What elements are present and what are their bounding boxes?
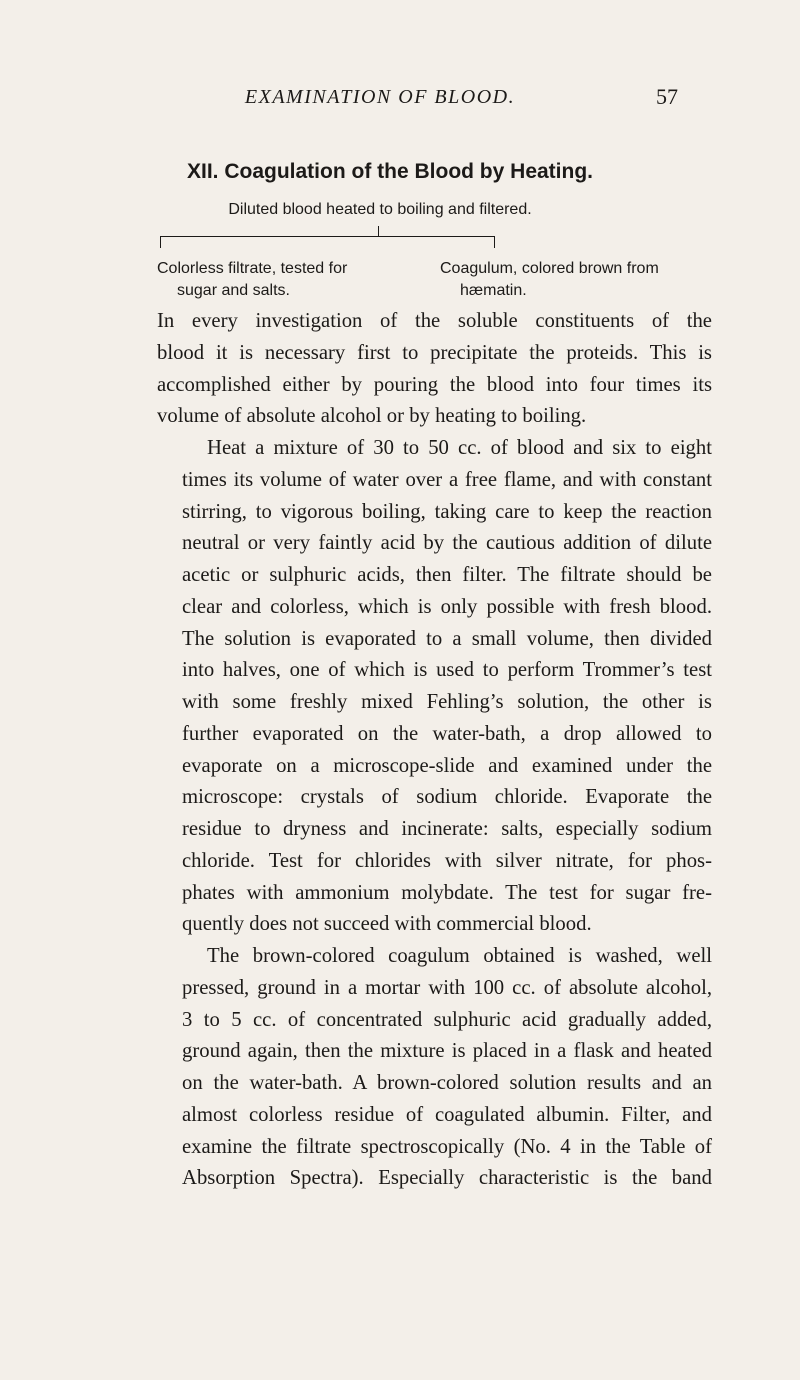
right-branch-line-1: Coagulum, colored brown from bbox=[440, 260, 659, 277]
text-line: The brown-colored coagulum obtained is washed, well bbox=[207, 945, 712, 967]
paragraph bbox=[157, 306, 712, 433]
scheme-right-branch bbox=[440, 258, 760, 302]
bracket-center-tick bbox=[378, 226, 379, 236]
text-line: chloride. Test for chlorides with silver nitrate, for phos- bbox=[182, 849, 712, 872]
text-line: examine the filtrate spectroscopically (No. 4 in the Table of bbox=[182, 1135, 712, 1158]
text-line: clear and colorless, which is only possible with fresh blood. bbox=[182, 595, 712, 618]
bracket-left-tick bbox=[160, 236, 161, 248]
left-branch-line-1: Colorless filtrate, tested for bbox=[157, 260, 348, 277]
body-text bbox=[157, 306, 712, 1195]
page-number: 57 bbox=[656, 84, 678, 109]
left-branch-line-2: sugar and salts. bbox=[177, 282, 290, 299]
running-head bbox=[0, 86, 800, 116]
text-line: acetic or sulphuric acids, then filter. The filtrate should be bbox=[182, 564, 712, 586]
text-line: into halves, one of which is used to perform Trommer’s test bbox=[182, 659, 712, 682]
text-line: Absorption Spectra). Especially characteristic is the band bbox=[182, 1167, 712, 1190]
text-line: with some freshly mixed Fehling’s solution, the other is bbox=[182, 691, 712, 713]
scheme-root-text: Diluted blood heated to boiling and filtered. bbox=[228, 201, 532, 218]
right-branch-line-2: hæmatin. bbox=[460, 282, 527, 299]
bracket-line bbox=[160, 236, 495, 237]
text-line: on the water-bath. A brown-colored solution results and an bbox=[182, 1072, 712, 1094]
text-line: Heat a mixture of 30 to 50 cc. of blood and six to eight bbox=[207, 437, 712, 459]
text-line: quently does not succeed with commercial blood. bbox=[182, 913, 592, 936]
text-line: times its volume of water over a free flame, and with constant bbox=[182, 468, 712, 491]
text-line: volume of absolute alcohol or by heating to boiling. bbox=[157, 405, 587, 428]
text-line: further evaporated on the water-bath, a drop allowed to bbox=[182, 722, 712, 745]
text-line: microscope: crystals of sodium chloride. Evaporate the bbox=[182, 786, 712, 809]
bracket-right-tick bbox=[494, 236, 495, 248]
text-line: The solution is evaporated to a small volume, then divided bbox=[182, 627, 712, 650]
paragraph bbox=[157, 433, 712, 941]
paragraph bbox=[157, 941, 712, 1195]
text-line: accomplished either by pouring the blood into four times its bbox=[157, 373, 712, 396]
text-line: neutral or very faintly acid by the cautious addition of dilute bbox=[182, 532, 712, 555]
text-line: phates with ammonium molybdate. The test for sugar fre- bbox=[182, 881, 712, 904]
scheme-left-branch bbox=[157, 258, 457, 302]
text-line: blood it is necessary first to precipitate the proteids. This is bbox=[157, 341, 712, 364]
text-line: In every investigation of the soluble constituents of the bbox=[157, 310, 712, 332]
text-line: 3 to 5 cc. of concentrated sulphuric acid gradually added, bbox=[182, 1008, 712, 1031]
section-heading: XII. Coagulation of the Blood by Heating. bbox=[187, 160, 593, 183]
text-line: residue to dryness and incinerate: salts, especially sodium bbox=[182, 818, 712, 840]
text-line: stirring, to vigorous boiling, taking care to keep the reaction bbox=[182, 500, 712, 523]
scheme-bracket bbox=[160, 232, 495, 252]
text-line: ground again, then the mixture is placed in a flask and heated bbox=[182, 1040, 712, 1063]
text-line: almost colorless residue of coagulated albumin. Filter, and bbox=[182, 1103, 712, 1126]
text-line: evaporate on a microscope-slide and examined under the bbox=[182, 754, 712, 777]
running-title: EXAMINATION OF BLOOD. bbox=[244, 86, 516, 108]
text-line: pressed, ground in a mortar with 100 cc. of absolute alcohol, bbox=[182, 976, 712, 999]
